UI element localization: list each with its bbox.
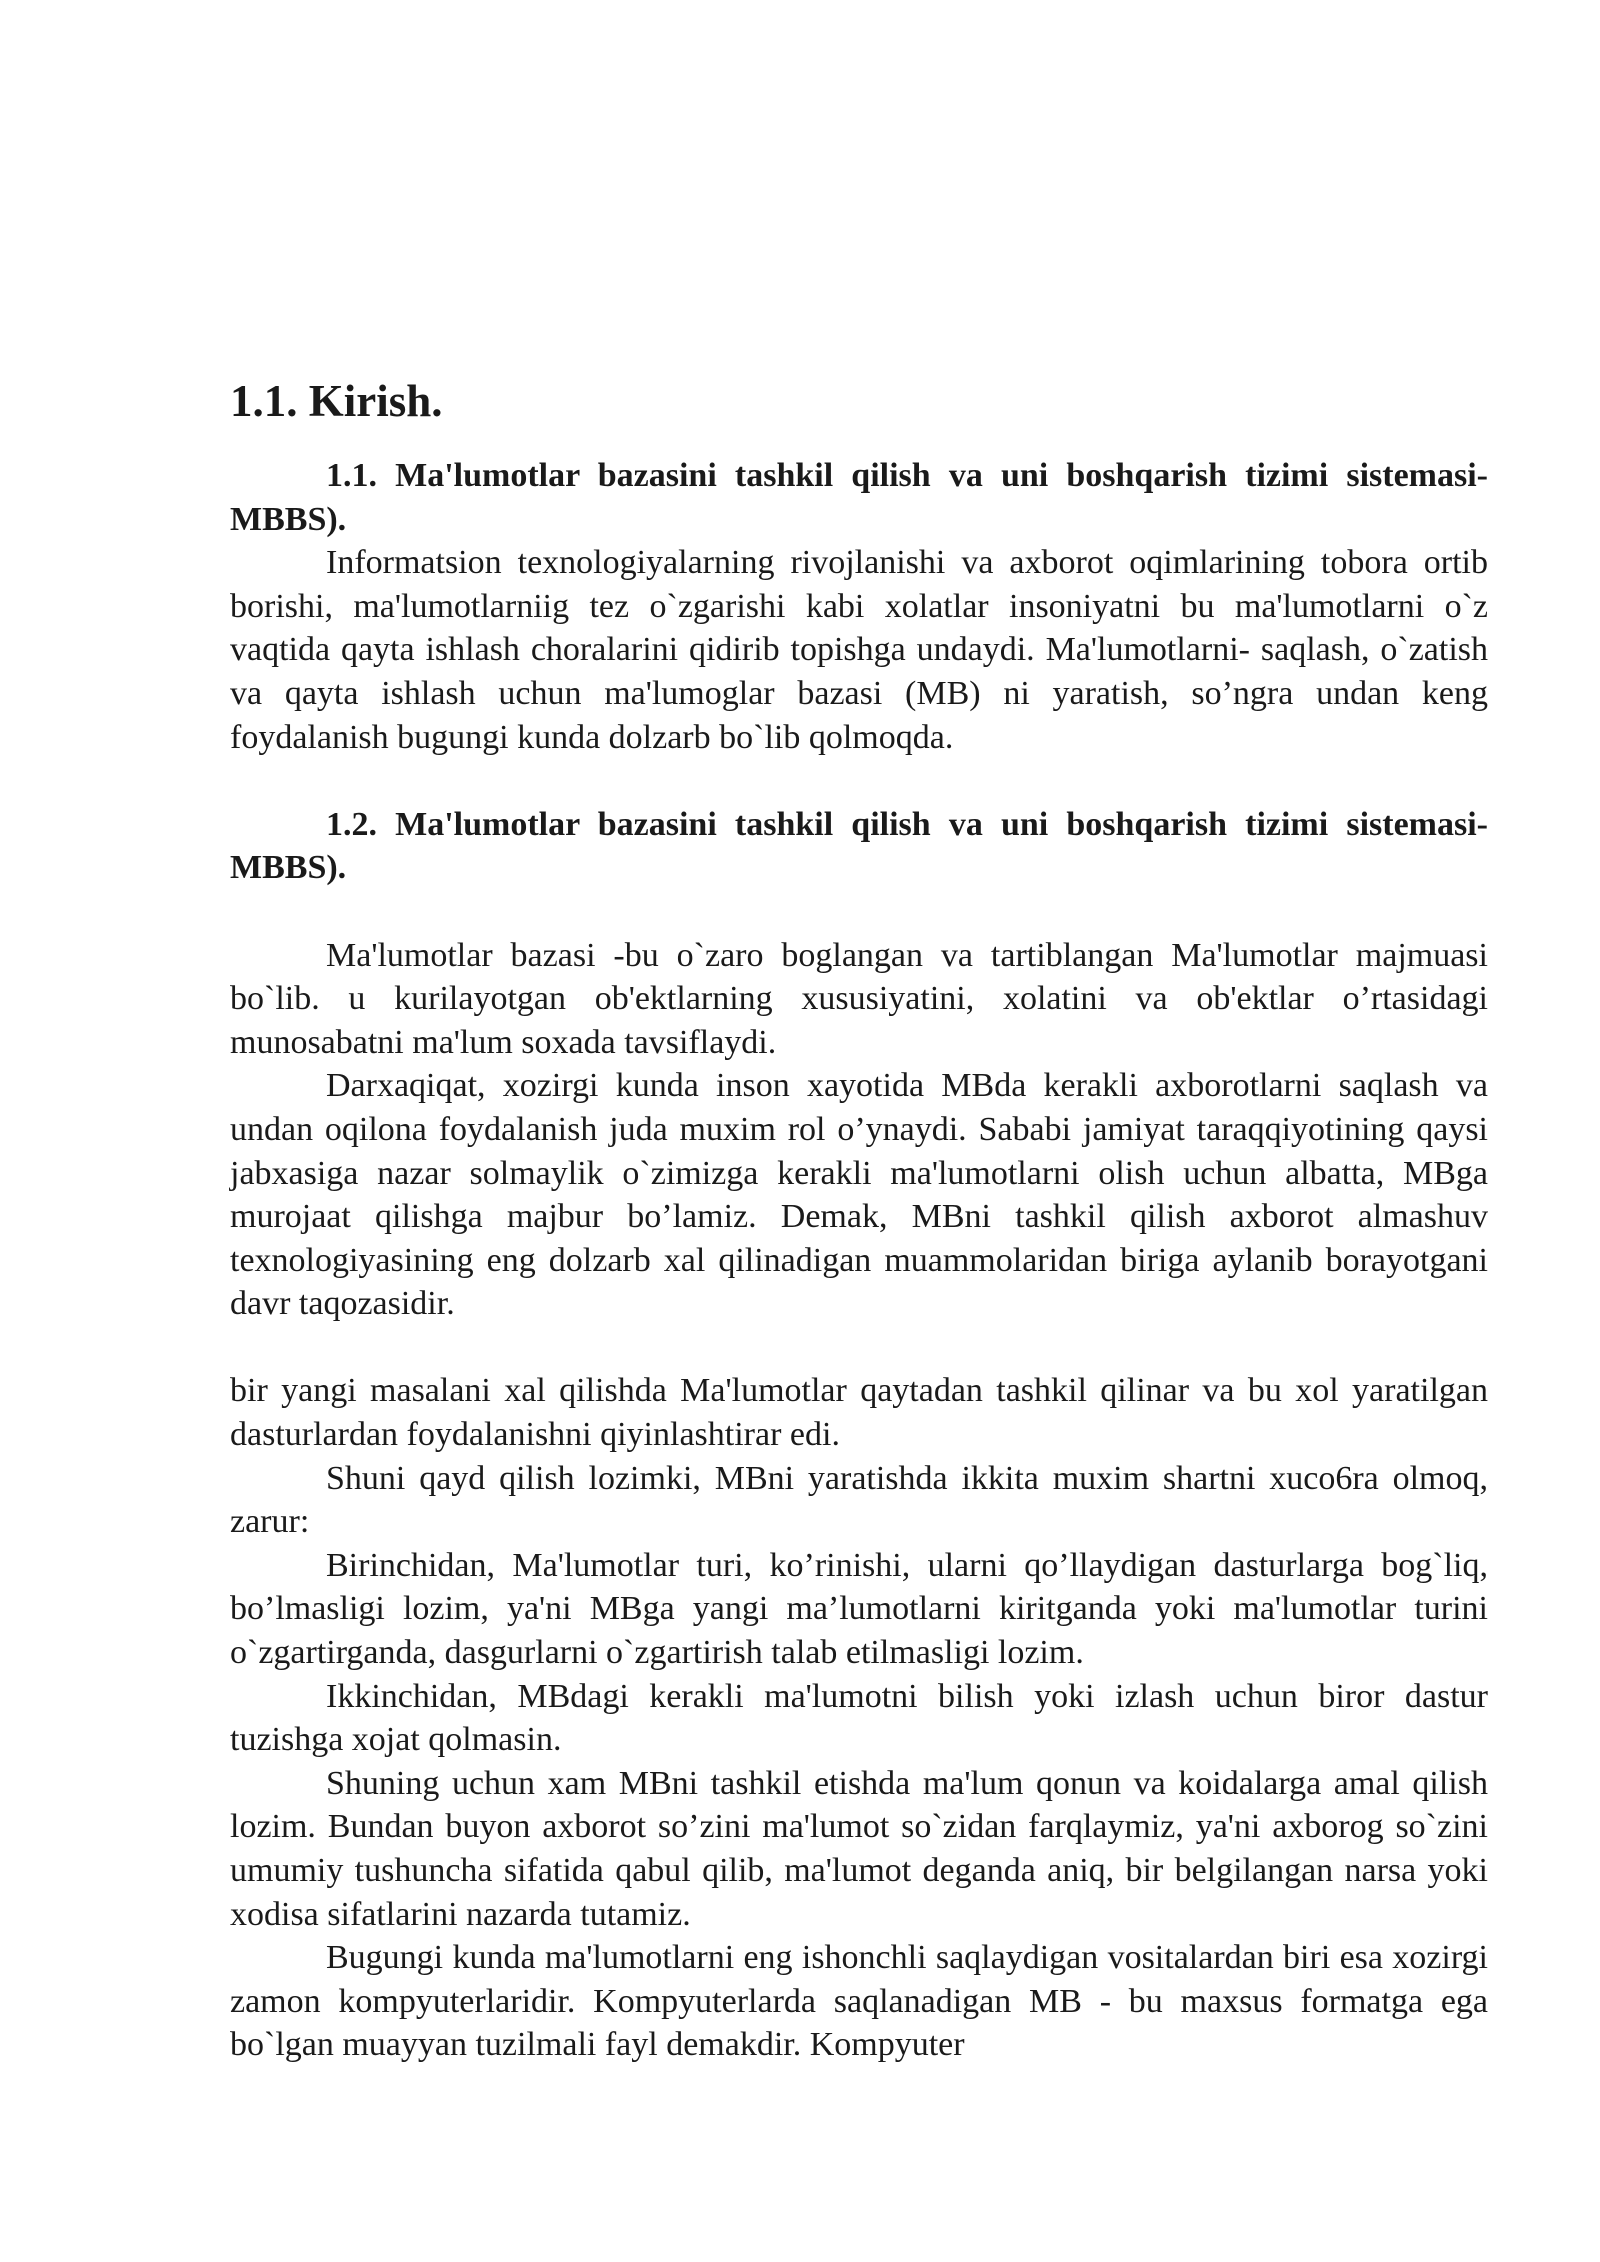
document-page	[230, 370, 1488, 2067]
spacer	[230, 759, 1488, 803]
paragraph: Informatsion texnologiyalarning rivojlanishi va axborot oqimlarining tobora ortib borishi, ma'lumotlarniig tez o`zgarishi kabi xolatlar insoniyatni bu ma'lumotlarni o`z vaqtida qayta ishlash choralarini qidirib topishga undaydi. Ma'lumotlarni- saqlash, o`zatish va qayta ishlash uchun ma'lumoglar bazasi (MB) ni yaratish, so’ngra undan keng foydalanish bugungi kunda dolzarb bo`lib qolmoqda.	[230, 544, 1488, 756]
spacer	[230, 1326, 1488, 1370]
paragraph: Birinchidan, Ma'lumotlar turi, ko’rinishi, ularni qo’llaydigan dasturlarga bog`liq, bo’lmasligi lozim, ya'ni MBga yangi ma’lumotlarni kiritganda yoki ma'lumotlar turini o`zgartirganda, dasgurlarni o`zgartirish talab etilmasligi lozim.	[230, 1546, 1488, 1672]
paragraph: Ma'lumotlar bazasi -bu o`zaro boglangan va tartiblangan Ma'lumotlar majmuasi bo`lib. u kurilayotgan ob'ektlarning xususiyatini, xolatini va ob'ektlar o’rtasidagi munosabatni ma'lum soxada tavsiflaydi.	[230, 936, 1488, 1061]
paragraph: Bugungi kunda ma'lumotlarni eng ishonchli saqlaydigan vositalardan biri esa xozirgi zamon kompyuterlaridir. Kompyuterlarda saqlanadigan MB - bu maxsus formatga ega bo`lgan muayyan tuzilmali fayl demakdir. Kompyuter	[230, 1939, 1488, 2064]
spacer	[230, 890, 1488, 934]
paragraph: Shuning uchun xam MBni tashkil etishda ma'lum qonun va koidalarga amal qilish lozim. Bundan buyon axborot so’zini ma'lumot so`zidan farqlaymiz, ya'ni axborog so`zini umumiy tushuncha sifatida qabul qilib, ma'lumot deganda aniq, bir belgilangan narsa yoki xodisa sifatlarini nazarda tutamiz.	[230, 1764, 1488, 1933]
section-heading: 1.1. Ma'lumotlar bazasini tashkil qilish va uni boshqarish tizimi sistemasi-MBBS).	[230, 457, 1488, 538]
section-heading: 1.2. Ma'lumotlar bazasini tashkil qilish va uni boshqarish tizimi sistemasi-MBBS).	[230, 805, 1488, 887]
paragraph: bir yangi masalani xal qilishda Ma'lumotlar qaytadan tashkil qilinar va bu xol yaratilgan dasturlardan foydalanishni qiyinlashtirar edi.	[230, 1372, 1488, 1454]
paragraph: Ikkinchidan, MBdagi kerakli ma'lumotni bilish yoki izlash uchun biror dastur tuzishga xojat qolmasin.	[230, 1677, 1488, 1759]
page-title: 1.1. Kirish.	[230, 376, 443, 426]
paragraph: Darxaqiqat, xozirgi kunda inson xayotida MBda kerakli axborotlarni saqlash va undan oqilona foydalanish juda muxim rol o’ynaydi. Sababi jamiyat taraqqiyotining qaysi jabxasiga nazar solmaylik o`zimizga kerakli ma'lumotlarni olish uchun albatta, MBga murojaat qilishga majbur bo’lamiz. Demak, MBni tashkil qilish axborot almashuv texnologiyasining eng dolzarb xal qilinadigan muammolaridan biriga aylanib borayotgani davr taqozasidir.	[230, 1067, 1488, 1323]
paragraph: Shuni qayd qilish lozimki, MBni yaratishda ikkita muxim shartni xuco6ra olmoq, zarur:	[230, 1459, 1488, 1541]
